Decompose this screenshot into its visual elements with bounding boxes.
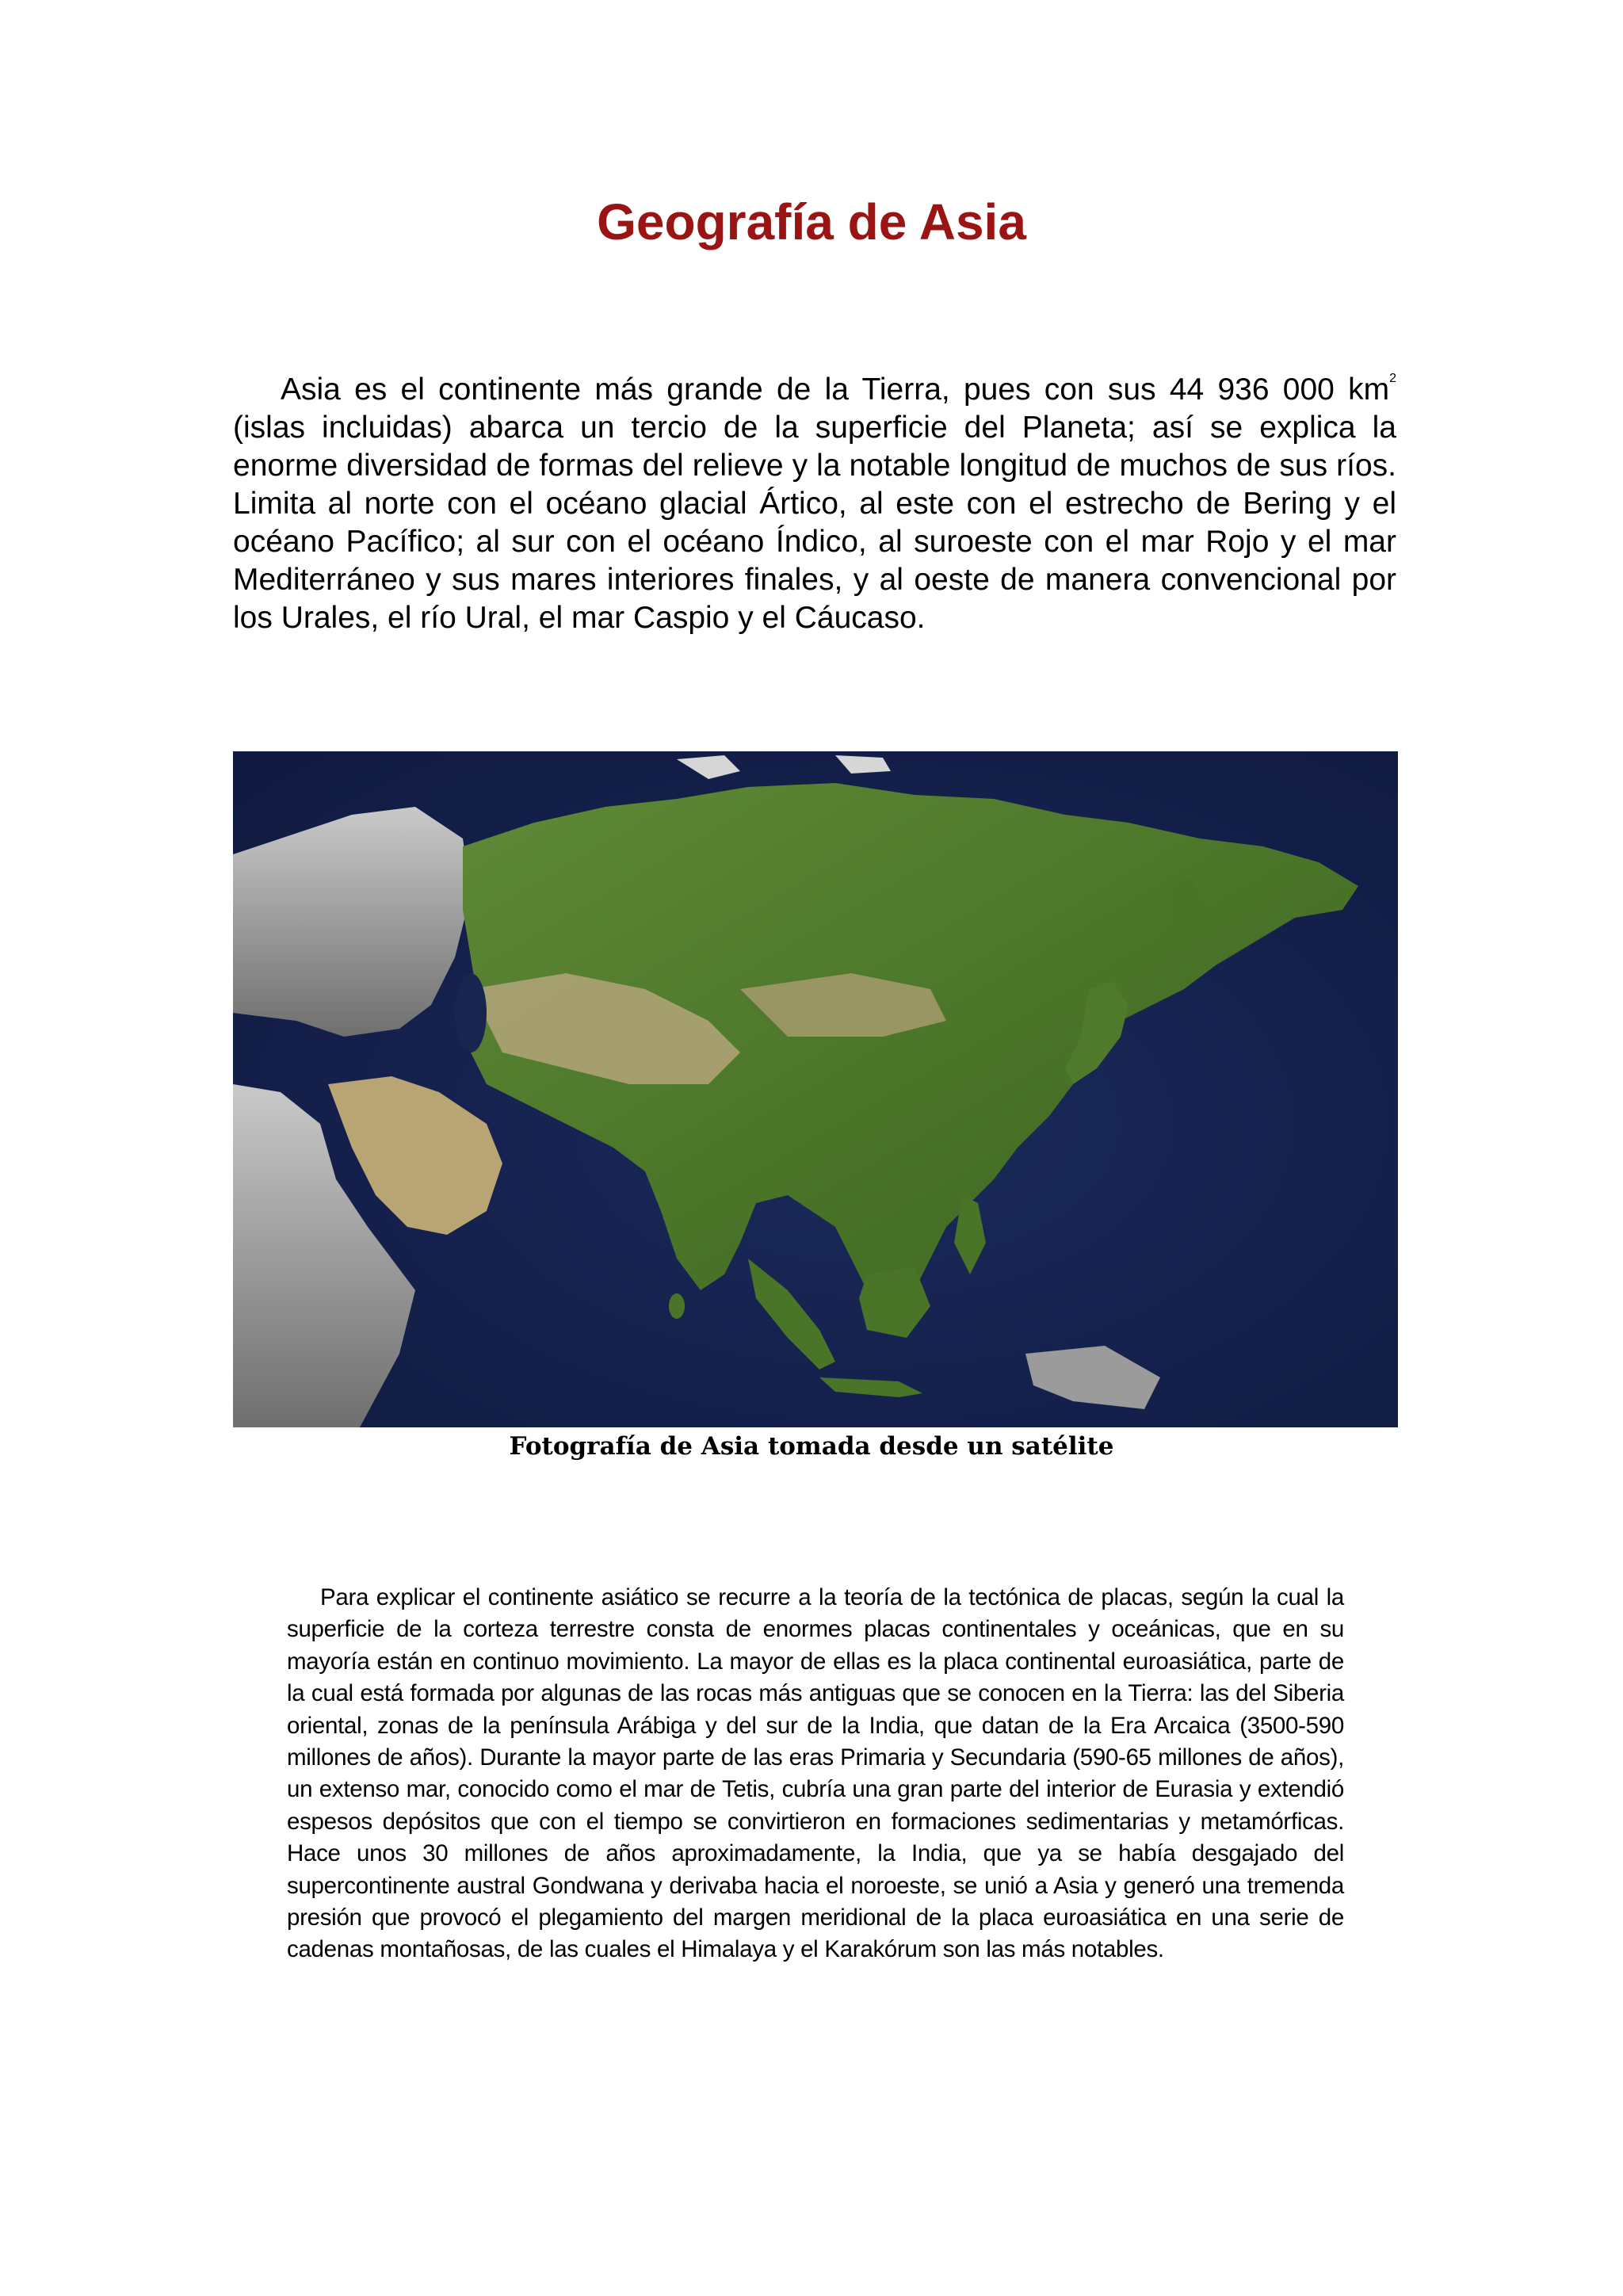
caspian-sea (455, 973, 487, 1052)
km-squared-superscript: 2 (1389, 372, 1396, 385)
page-title: Geografía de Asia (597, 193, 1026, 250)
intro-text-rest: (islas incluidas) abarca un tercio de la superficie del Planeta; así se explica la enorme diversidad de formas del relieve y la notable longitud de muchos de sus ríos. Limita al norte con el océano glacial Ártico, al este con el estrecho de Bering y el océano Pacífico; al sur con el océano Índico, al suroeste con el mar Rojo y el mar Mediterráneo y sus mares interiores finales, y al oeste de manera convencional por los Urales, el río Ural, el mar Caspio y el Cáucaso. (233, 411, 1396, 635)
intro-paragraph (233, 371, 1396, 637)
satellite-map-illustration (233, 751, 1398, 1427)
tectonics-paragraph: Para explicar el continente asiático se recurre a la teoría de la tectónica de placas, según la cual la superficie de la corteza terrestre consta de enormes placas continentales y oceánicas, que en su mayoría están en continuo movimiento. La mayor de ellas es la placa continental euroasiática, parte de la cual está formada por algunas de las rocas más antiguas que se conocen en la Tierra: las del Siberia oriental, zonas de la península Arábiga y del sur de la India, que datan de la Era Arcaica (3500-590 millones de años). Durante la mayor parte de las eras Primaria y Secundaria (590-65 millones de años), un extenso mar, conocido como el mar de Tetis, cubría una gran parte del interior de Eurasia y extendió espesos depósitos que con el tiempo se convirtieron en formaciones sedimentarias y metamórficas. Hace unos 30 millones de años aproximadamente, la India, que ya se había desgajado del supercontinente austral Gondwana y derivaba hacia el noroeste, se unió a Asia y generó una tremenda presión que provocó el plegamiento del margen meridional de la placa euroasiática en una serie de cadenas montañosas, de las cuales el Himalaya y el Karakórum son las más notables. (287, 1584, 1344, 1963)
intro-text-start: Asia es el continente más grande de la Tierra, pues con sus 44 936 000 km (281, 372, 1390, 407)
asia-satellite-image (233, 751, 1398, 1427)
figure-caption: Fotografía de Asia tomada desde un satélite (509, 1432, 1114, 1461)
sri-lanka (669, 1293, 685, 1319)
